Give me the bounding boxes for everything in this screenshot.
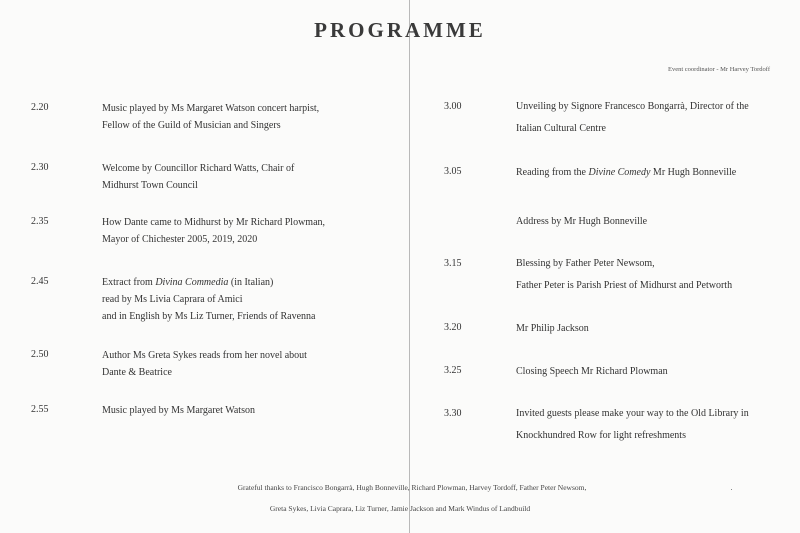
time-2-35: 2.35 <box>31 216 49 227</box>
time-3-05: 3.05 <box>444 166 462 177</box>
item-line: Address by Mr Hugh Bonneville <box>516 216 648 227</box>
item-line: Fellow of the Guild of Musician and Singers <box>102 120 281 131</box>
item-text: Reading from the <box>516 167 589 178</box>
time-3-15: 3.15 <box>444 258 462 269</box>
page-fold-line <box>409 0 410 533</box>
item-line: Midhurst Town Council <box>102 180 198 191</box>
time-2-30: 2.30 <box>31 162 49 173</box>
time-2-55: 2.55 <box>31 404 49 415</box>
item-line: Unveiling by Signore Francesco Bongarrà, Director of the <box>516 101 749 112</box>
item-line: Invited guests please make your way to the Old Library in <box>516 408 749 419</box>
item-line: Knockhundred Row for light refreshments <box>516 430 686 441</box>
programme-item-3-20 <box>516 320 589 337</box>
thanks-line-2: Greta Sykes, Livia Caprara, Liz Turner, Jamie Jackson and Mark Windus of Landbuild <box>269 504 531 513</box>
programme-item-2-50 <box>102 347 307 381</box>
item-line: Italian Cultural Centre <box>516 123 606 134</box>
programme-item-3-25 <box>516 363 668 380</box>
item-line: Father Peter is Parish Priest of Midhurst and Petworth <box>516 280 733 291</box>
page-title: PROGRAMME <box>314 18 486 42</box>
item-line: and in English by Ms Liz Turner, Friends of Ravenna <box>102 311 316 322</box>
item-line: Welcome by Councillor Richard Watts, Chair of <box>102 163 295 174</box>
programme-item-3-15 <box>516 253 732 297</box>
time-3-00: 3.00 <box>444 101 462 112</box>
programme-item-3-05 <box>516 164 736 181</box>
programme-item-address <box>516 213 647 230</box>
work-title-italic: Divine Comedy <box>588 167 651 178</box>
programme-item-3-30 <box>516 403 749 447</box>
time-3-25: 3.25 <box>444 365 462 376</box>
programme-item-2-45 <box>102 274 315 325</box>
paper-speck <box>731 489 732 490</box>
item-text: Mr Hugh Bonneville <box>650 167 737 178</box>
item-line: Blessing by Father Peter Newsom, <box>516 258 655 269</box>
item-line: Mr Philip Jackson <box>516 323 589 334</box>
programme-item-2-55 <box>102 402 255 419</box>
item-line: How Dante came to Midhurst by Mr Richard Plowman, <box>102 217 326 228</box>
time-2-45: 2.45 <box>31 276 49 287</box>
time-2-20: 2.20 <box>31 102 49 113</box>
item-text: (in Italian) <box>228 277 274 288</box>
programme-item-2-20 <box>102 100 319 134</box>
programme-item-2-30 <box>102 160 294 194</box>
item-line: Author Ms Greta Sykes reads from her novel about <box>102 350 307 361</box>
item-line: Mayor of Chichester 2005, 2019, 2020 <box>102 234 258 245</box>
item-line <box>516 164 736 181</box>
time-3-30: 3.30 <box>444 408 462 419</box>
time-2-50: 2.50 <box>31 349 49 360</box>
item-line <box>102 274 315 291</box>
programme-item-2-35 <box>102 214 325 248</box>
work-title-italic: Divina Commedia <box>155 277 229 288</box>
item-text: Extract from <box>102 277 156 288</box>
event-coordinator-note: Event coordinator - Mr Harvey Tordoff <box>667 66 770 73</box>
item-line: Music played by Ms Margaret Watson <box>102 405 255 416</box>
item-line: Closing Speech Mr Richard Plowman <box>516 366 668 377</box>
thanks-line-1: Grateful thanks to Francisco Bongarrà, Hugh Bonneville, Richard Plowman, Harvey Tordoff, Father Peter Newsom, <box>237 483 587 492</box>
item-line: Music played by Ms Margaret Watson concert harpist, <box>102 103 320 114</box>
item-line: Dante & Beatrice <box>102 367 172 378</box>
time-3-20: 3.20 <box>444 322 462 333</box>
programme-item-3-00 <box>516 96 749 140</box>
item-line: read by Ms Livia Caprara of Amici <box>102 294 243 305</box>
